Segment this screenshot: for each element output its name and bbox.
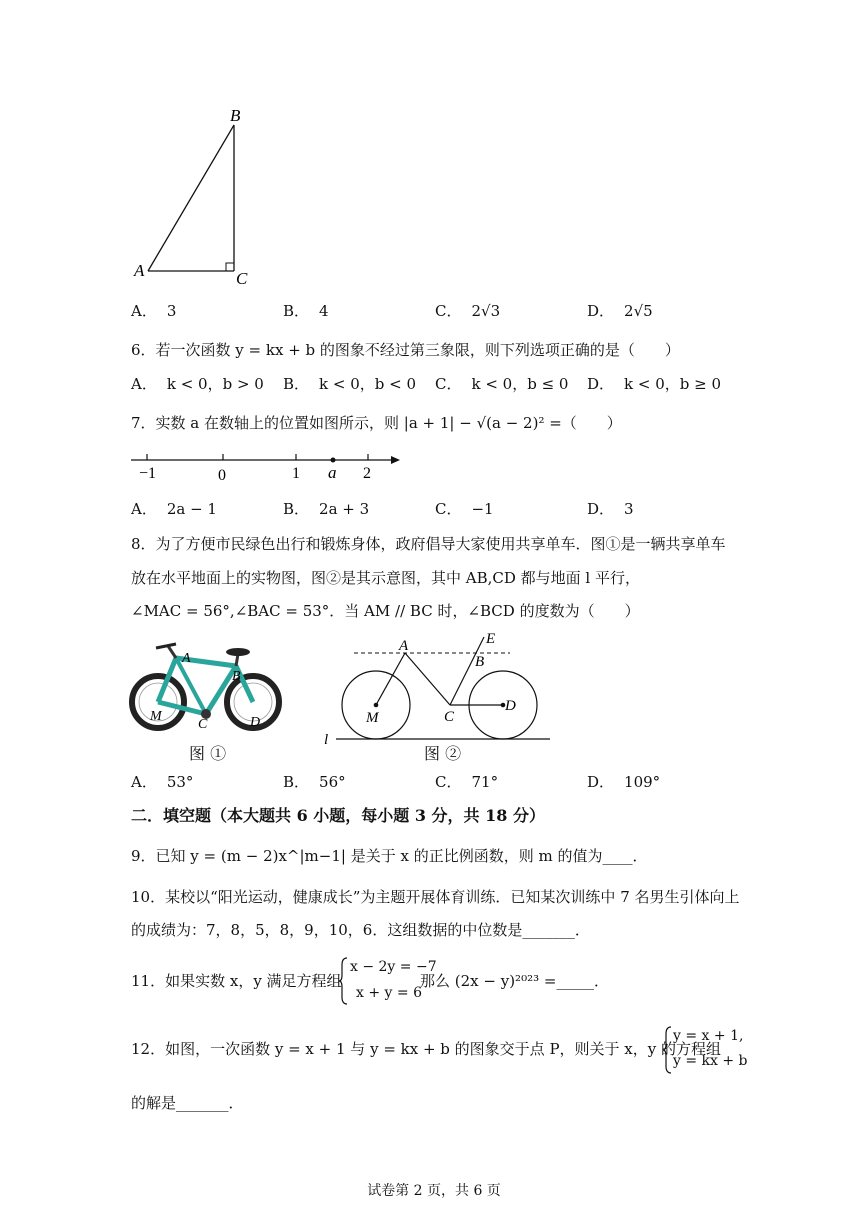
q8-option-c-letter: C． — [435, 773, 462, 791]
number-line-tick-2: 2 — [363, 465, 371, 482]
q6-option-c-letter: C． — [435, 375, 462, 393]
q10-stem-line2: 的成绩为：7，8，5，8，9，10，6．这组数据的中位数是_______． — [131, 921, 590, 939]
q12-prefix: 12．如图，一次函数 y = x + 1 与 y = kx + b 的图象交于点 P，则关于 x，y 的方程组 — [131, 1040, 722, 1058]
q8-option-c: 71° — [471, 773, 499, 791]
q7-option-a-letter: A． — [131, 500, 157, 518]
diagram-label-e: E — [486, 631, 496, 647]
q11-suffix: 那么 (2x − y)²⁰²³ =_____． — [420, 972, 609, 990]
diagram-label-d: D — [505, 698, 516, 714]
q8-stem-line3: ∠MAC = 56°,∠BAC = 53°．当 AM // BC 时，∠BCD 的度数为（ ） — [131, 602, 640, 620]
photo-label-d: D — [250, 715, 261, 730]
bicycle-photo — [128, 640, 288, 738]
q7-option-c: −1 — [471, 500, 494, 518]
q6-option-d: k < 0，b ≥ 0 — [624, 375, 722, 393]
right-triangle-figure — [128, 100, 258, 292]
number-line-point-a: a — [328, 463, 337, 482]
q6-option-a: k < 0，b > 0 — [166, 375, 264, 393]
q5-option-d: 2√5 — [624, 302, 653, 320]
q5-option-a-letter: A． — [131, 302, 157, 320]
q8-option-b-letter: B． — [283, 773, 310, 791]
q7-option-d-letter: D． — [587, 500, 615, 518]
q7-stem: 7．实数 a 在数轴上的位置如图所示，则 |a + 1| − √(a − 2)² =（ ） — [131, 414, 622, 432]
q12-equation-2: y = kx + b — [673, 1053, 748, 1069]
section-2-heading: 二．填空题（本大题共 6 小题，每小题 3 分，共 18 分） — [131, 806, 545, 825]
q5-option-b-letter: B． — [283, 302, 310, 320]
q11-brace — [338, 957, 348, 1005]
photo-label-c: C — [198, 717, 208, 732]
q11-equation-1: x − 2y = −7 — [350, 959, 437, 975]
q6-option-a-letter: A． — [131, 375, 157, 393]
q12-equation-1: y = x + 1, — [673, 1028, 744, 1044]
diagram-label-m: M — [366, 710, 379, 726]
q8-option-a-letter: A． — [131, 773, 157, 791]
q8-option-d: 109° — [624, 773, 661, 791]
q8-option-b: 56° — [319, 773, 346, 791]
q12-brace — [662, 1026, 672, 1074]
photo-label-a: A — [182, 651, 191, 666]
triangle-label-c: C — [236, 269, 248, 288]
page-footer: 试卷第 2 页，共 6 页 — [367, 1183, 501, 1199]
diagram-label-l: l — [324, 732, 329, 744]
triangle-label-a: A — [134, 261, 145, 280]
q11-equation-2: x + y = 6 — [356, 985, 422, 1001]
q7-option-b: 2a + 3 — [319, 500, 370, 518]
q7-option-d: 3 — [624, 500, 634, 518]
q10-stem-line1: 10．某校以“阳光运动，健康成长”为主题开展体育训练．已知某次训练中 7 名男生引体向上 — [131, 888, 740, 906]
q9-stem: 9．已知 y = (m − 2)x^|m−1| 是关于 x 的正比例函数，则 m 的值为____． — [131, 847, 648, 865]
q7-option-c-letter: C． — [435, 500, 462, 518]
q6-option-b-letter: B． — [283, 375, 310, 393]
number-line — [128, 448, 408, 484]
q5-option-b: 4 — [319, 302, 329, 320]
q5-option-a: 3 — [166, 302, 177, 320]
q12-stem-line2: 的解是_______． — [131, 1094, 244, 1112]
number-line-tick-1: 1 — [292, 465, 300, 482]
q6-option-b: k < 0，b < 0 — [319, 375, 417, 393]
q11-prefix: 11．如果实数 x，y 满足方程组 — [131, 972, 342, 990]
diagram-label-c: C — [444, 709, 455, 725]
triangle-label-b: B — [230, 106, 241, 125]
q7-option-b-letter: B． — [283, 500, 310, 518]
figure-2-caption: 图 ② — [424, 744, 462, 763]
q8-stem-line1: 8．为了方便市民绿色出行和锻炼身体，政府倡导大家使用共享单车．图①是一辆共享单车 — [131, 535, 726, 553]
q5-option-c: 2√3 — [471, 302, 501, 320]
q6-option-d-letter: D． — [587, 375, 615, 393]
q7-option-a: 2a − 1 — [166, 500, 217, 518]
q5-option-d-letter: D． — [587, 302, 615, 320]
q8-option-d-letter: D． — [587, 773, 615, 791]
q8-stem-line2: 放在水平地面上的实物图，图②是其示意图，其中 AB,CD 都与地面 l 平行， — [131, 569, 640, 587]
figure-1-caption: 图 ① — [189, 744, 227, 763]
photo-label-b: B — [232, 669, 241, 684]
q6-stem: 6．若一次函数 y = kx + b 的图象不经过第三象限，则下列选项正确的是（ ） — [131, 341, 680, 359]
number-line-tick-0: 0 — [218, 467, 226, 484]
diagram-label-a: A — [399, 638, 409, 654]
q8-option-a: 53° — [166, 773, 194, 791]
photo-label-m: M — [150, 709, 162, 724]
bicycle-diagram — [320, 628, 560, 744]
q5-option-c-letter: C． — [435, 302, 462, 320]
number-line-tick-minus1: −1 — [139, 465, 157, 482]
q6-option-c: k < 0，b ≤ 0 — [471, 375, 569, 393]
diagram-label-b: B — [475, 654, 485, 670]
